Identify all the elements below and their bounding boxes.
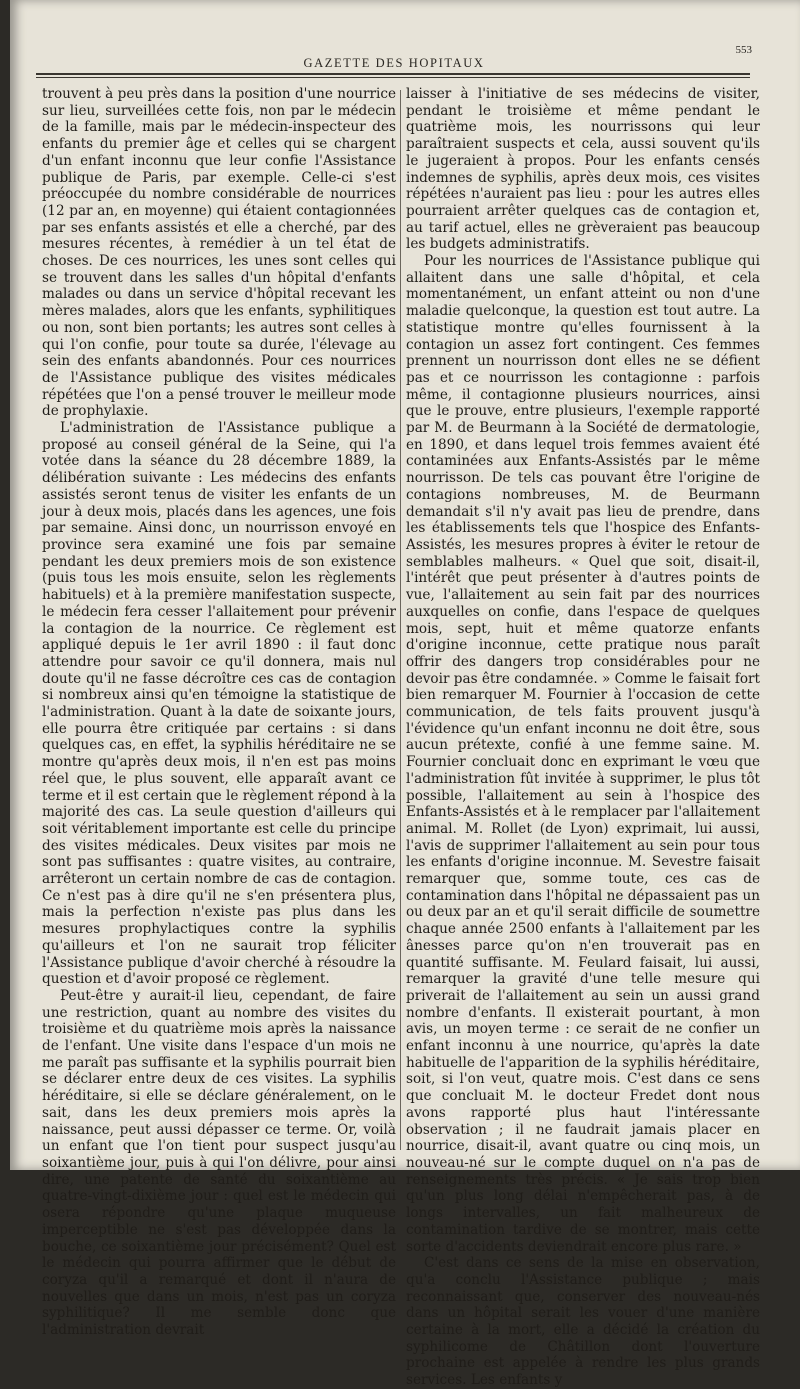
paragraph: Peut-être y aurait-il lieu, cependant, de faire une restriction, quant au nombre des visites du troisième et du quatrième mois après la naissance de l'enfant. Une visite dans l'espace d'un mois ne me paraît pas suffisante et la syphilis pourrait bien se déclarer entre deux de ces visites. La syphilis héréditaire, si elle se déclare généralement, on le sait, dans les deux premiers mois après la naissance, peut aussi dépasser ce terme. Or, voilà un enfant que l'on tient pour suspect jusqu'au soixantième jour, puis à qui l'on délivre, pour ainsi dire, une patente de santé du soixantième au quatre-vingt-dixième jour : quel est le médecin qui osera répondre qu'une plaque muqueuse imperceptible ne s'est pas développée dans la bouche, ce soixantième jour précisément? Quel est le médecin qui pourra affirmer que le début de coryza qu'il a remarqué et dont il n'aura de nouvelles que dans un mois, n'est pas un coryza syphilitique? Il me semble donc que l'administration devrait — [42, 987, 396, 1339]
right-column — [406, 86, 760, 1389]
paragraph: trouvent à peu près dans la position d'une nourrice sur lieu, surveillées cette fois, non par le médecin de la famille, mais par le médecin-inspecteur des enfants du premier âge et celles qui se chargent d'un enfant inconnu que leur confie l'Assistance publique de Paris, par exemple. Celle-ci s'est préoccupée du nombre considérable de nourrices (12 par an, en moyenne) qui étaient contagionnées par ses enfants assistés et elle a cherché, par des mesures récentes, à remédier à un tel état de choses. De ces nourrices, les unes sont celles qui se trouvent dans les salles d'un hôpital d'enfants malades ou dans un service d'hôpital recevant les mères malades, alors que les enfants, syphilitiques ou non, sont bien portants; les autres sont celles à qui l'on confie, pour toute sa durée, l'élevage au sein des enfants abandonnés. Pour ces nourrices de l'Assistance publique des visites médicales répétées que l'on a pensé trouver le meilleur mode de prophylaxie. — [42, 86, 396, 420]
page-number: 553 — [735, 44, 752, 56]
header-rule-thin — [36, 77, 750, 78]
paragraph: Pour les nourrices de l'Assistance publique qui allaitent dans une salle d'hôpital, et cela momentanément, un enfant atteint ou non d'une maladie quelconque, la question est tout autre. La statistique montre qu'elles fournissent à la contagion un assez fort contingent. Ces femmes prennent un nourrisson dont elles ne se défient pas et ce nourrisson les contagionne : parfois même, il contagionne plusieurs nourrices, ainsi que le prouve, entre plusieurs, l'exemple rapporté par M. de Beurmann à la Société de dermatologie, en 1890, et dans lequel trois femmes avaient été contaminées aux Enfants-Assistés par le même nourrisson. De tels cas pouvant être l'origine de contagions nombreuses, M. de Beurmann demandait s'il n'y avait pas lieu de prendre, dans les établissements tels que l'hospice des Enfants-Assistés, les mesures propres à éviter le retour de semblables malheurs. « Quel que soit, disait-il, l'intérêt que peut présenter à d'autres points de vue, l'allaitement au sein fait par des nourrices auxquelles on confie, dans l'espace de quelques mois, sept, huit et même quatorze enfants d'origine inconnue, cette pratique nous paraît offrir des dangers trop considérables pour ne devoir pas être condamnée. » Comme le faisait fort bien remarquer M. Fournier à l'occasion de cette communication, de tels faits prouvent jusqu'à l'évidence qu'un enfant inconnu ne doit être, sous aucun prétexte, confié à une femme saine. M. Fournier concluait donc en exprimant le vœu que l'administration fût invitée à supprimer, le plus tôt possible, l'allaitement au sein à l'hospice des Enfants-Assistés et à le remplacer par l'allaitement animal. M. Rollet (de Lyon) exprimait, lui aussi, l'avis de supprimer l'allaitement au sein pour tous les enfants d'origine inconnue. M. Sevestre faisait remarquer que, somme toute, ces cas de contamination dans l'hôpital ne dépassaient pas un ou deux par an et qu'il serait difficile de soumettre chaque année 2500 enfants à l'allaitement par les ânesses parce qu'on n'en trouverait pas en quantité suffisante. M. Feulard faisait, lui aussi, remarquer la gravité d'une telle mesure qui priverait de l'allaitement au sein un aussi grand nombre d'enfants. Il existerait pourtant, à mon avis, un moyen terme : ce serait de ne confier un enfant inconnu à une nourrice, qu'après la date habituelle de l'apparition de la syphilis héréditaire, soit, si l'on veut, quatre mois. C'est dans ce sens que concluait M. le docteur Fredet dont nous avons rapporté plus haut l'intéressante observation ; il ne faudrait jamais placer en nourrice, disait-il, avant quatre ou cinq mois, un nouveau-né sur le compte duquel on n'a pas de renseignements très précis. « Je sais trop bien qu'un plus long délai n'empêcherait pas, à de longs intervalles, un fait malheureux de contamination tardive de se montrer, mais cette sorte d'accidents deviendrait encore plus rare. » — [406, 253, 760, 1255]
running-title: GAZETTE DES HOPITAUX — [303, 56, 485, 70]
header-rule — [36, 73, 750, 75]
paragraph: laisser à l'initiative de ses médecins de visiter, pendant le troisième et même pendant le quatrième mois, les nourrissons qui leur paraîtraient suspects et cela, aussi souvent qu'ils le jugeraient à propos. Pour les enfants censés indemnes de syphilis, après deux mois, ces visites répétées n'auraient pas lieu : pour les autres elles pourraient arrêter quelques cas de contagion et, au tarif actuel, elles ne grèveraient pas beaucoup les budgets administratifs. — [406, 86, 760, 253]
newspaper-page — [10, 0, 800, 1389]
paragraph: C'est dans ce sens de la mise en observation, qu'a conclu l'Assistance publique ; mais reconnaissant que, conserver des nouveau-nés dans un hôpital serait les vouer d'une manière certaine à la mort, elle a décidé la création du syphilicome de Châtillon dont l'ouverture prochaine est appelée à rendre les plus grands services. Les enfants y — [406, 1255, 760, 1389]
column-divider — [400, 90, 401, 1150]
page-header — [36, 40, 752, 74]
paragraph: L'administration de l'Assistance publique a proposé au conseil général de la Seine, qui l'a votée dans la séance du 28 décembre 1889, la délibération suivante : Les médecins des enfants assistés seront tenus de visiter les enfants de un jour à deux mois, placés dans les agences, une fois par semaine. Ainsi donc, un nourrisson envoyé en province sera examiné une fois par semaine pendant les deux premiers mois de son existence (puis tous les mois ensuite, selon les règlements habituels) et à la première manifestation suspecte, le médecin fera cesser l'allaitement pour prévenir la contagion de la nourrice. Ce règlement est appliqué depuis le 1er avril 1890 : il faut donc attendre pour savoir ce qu'il donnera, mais nul doute qu'il ne fasse décroître ces cas de contagion si nombreux ainsi qu'en témoigne la statistique de l'administration. Quant à la date de soixante jours, elle pourra être critiquée par certains : si dans quelques cas, en effet, la syphilis héréditaire ne se montre qu'après deux mois, il n'en est pas moins réel que, le plus souvent, elle apparaît avant ce terme et il est certain que le règlement répond à la majorité des cas. La seule question d'ailleurs qui soit véritablement importante est celle du principe des visites médicales. Deux visites par mois ne sont pas suffisantes : quatre visites, au contraire, arrêteront un certain nombre de cas de contagion. Ce n'est pas à dire qu'il ne s'en présentera plus, mais la perfection n'existe pas plus dans les mesures prophylactiques contre la syphilis qu'ailleurs et l'on ne saurait trop féliciter l'Assistance publique d'avoir cherché à résoudre la question et d'avoir proposé ce règlement. — [42, 420, 396, 988]
left-column — [42, 86, 396, 1339]
